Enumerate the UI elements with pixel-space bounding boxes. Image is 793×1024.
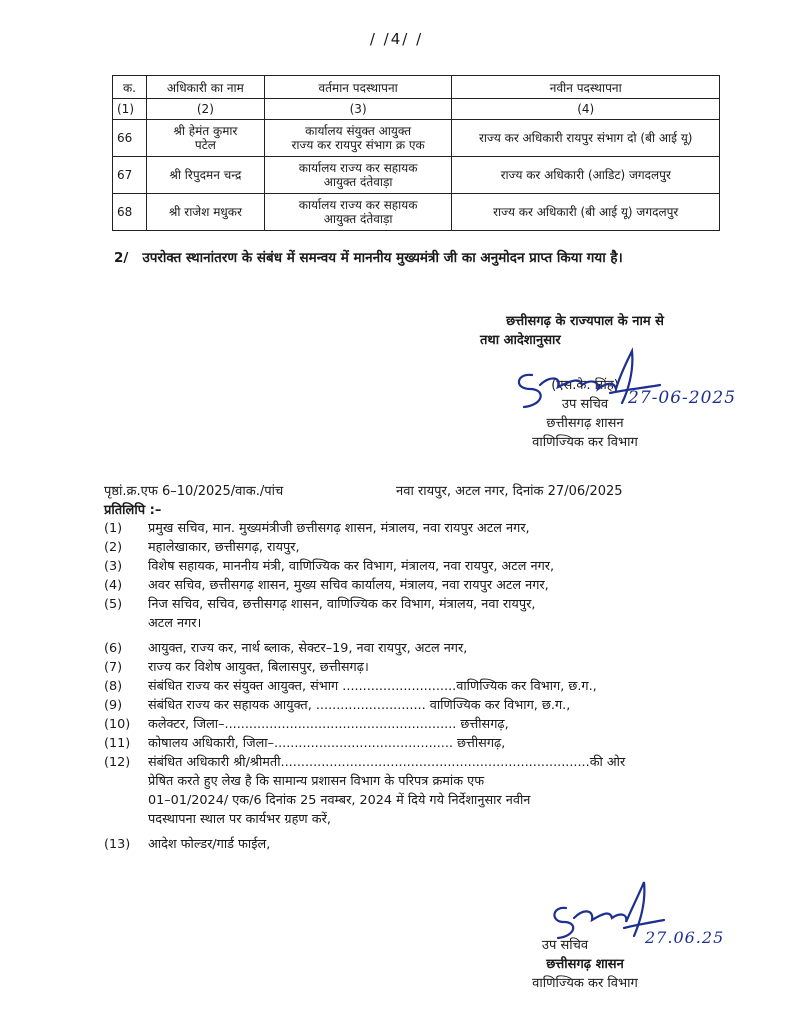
item-text: संबंधित अधिकारी श्री/श्रीमती............................................................................की ओर — [148, 755, 626, 770]
handwritten-date-secondary: 27.06.25 — [645, 928, 725, 947]
list-item — [104, 639, 716, 658]
signature-block-secondary — [480, 936, 690, 993]
item-text: विशेष सहायक, माननीय मंत्री, वाणिज्यिक कर विभाग, मंत्रालय, नवा रायपुर, अटल नगर, — [148, 559, 555, 574]
reference-place-date: नवा रायपुर, अटल नगर, दिनांक 27/06/2025 — [396, 484, 623, 499]
order-line: तथा आदेशानुसार — [480, 333, 561, 348]
officer-name-cell — [146, 194, 264, 231]
signatory-name: (एस.के. सिंह) — [551, 378, 619, 393]
signatory-designation: उप सचिव — [541, 938, 589, 953]
item-number: (5) — [104, 597, 123, 612]
item-number: (7) — [104, 660, 123, 675]
signatory-government: छत्तीसगढ़ शासन — [546, 416, 624, 431]
posting-table — [112, 75, 720, 231]
paragraph-number: 2/ — [114, 250, 129, 266]
name-line: श्री रिपुदमन चन्द्र — [169, 168, 242, 182]
item-number: (2) — [104, 540, 123, 555]
serial-cell: 67 — [113, 157, 147, 194]
signatory-department: वाणिज्यिक कर विभाग — [532, 435, 638, 450]
approval-paragraph — [114, 247, 714, 269]
handwritten-date-primary: 27-06-2025 — [628, 388, 737, 408]
item-text: पदस्थापना स्थाल पर कार्यभर ग्रहण करें, — [148, 812, 331, 827]
col-header-officer-name: अधिकारी का नाम — [146, 76, 264, 99]
list-item — [104, 696, 716, 715]
new-posting-cell: राज्य कर अधिकारी (आडिट) जगदलपुर — [452, 157, 720, 194]
item-text: आयुक्त, राज्य कर, नार्थ ब्लाक, सेक्टर–19, नवा रायपुर, अटल नगर, — [148, 641, 468, 656]
index-cell: (2) — [146, 99, 264, 120]
current-posting-cell — [264, 194, 452, 231]
copy-to-list — [104, 519, 716, 854]
index-cell: (4) — [452, 99, 720, 120]
name-line: श्री हेमंत कुमार — [173, 124, 238, 138]
list-item — [104, 715, 716, 734]
item-text: निज सचिव, सचिव, छत्तीसगढ़ शासन, वाणिज्यिक कर विभाग, मंत्रालय, नवा रायपुर, — [148, 597, 536, 612]
item-number: (4) — [104, 578, 123, 593]
table-header-row — [113, 76, 720, 99]
new-posting-cell: राज्य कर अधिकारी (बी आई यू) जगदलपुर — [452, 194, 720, 231]
list-item — [104, 557, 716, 576]
current-posting-cell — [264, 120, 452, 157]
col-header-serial: क. — [113, 76, 147, 99]
new-posting-cell: राज्य कर अधिकारी रायपुर संभाग दो (बी आई यू) — [452, 120, 720, 157]
current-posting-cell — [264, 157, 452, 194]
index-cell: (3) — [264, 99, 452, 120]
serial-cell: 68 — [113, 194, 147, 231]
list-item — [104, 519, 716, 538]
list-item — [104, 753, 716, 829]
item-number: (12) — [104, 755, 131, 770]
current-line: कार्यालय राज्य कर सहायक — [298, 161, 418, 175]
item-number: (1) — [104, 521, 123, 536]
governor-name-line: छत्तीसगढ़ के राज्यपाल के नाम से — [506, 314, 664, 329]
item-text: कोषालय अधिकारी, जिला–............................................ छत्तीसगढ़, — [148, 736, 506, 751]
item-text: राज्य कर विशेष आयुक्त, बिलासपुर, छत्तीसगढ़। — [148, 660, 369, 675]
item-text: प्रमुख सचिव, मान. मुख्यमंत्रीजी छत्तीसगढ़ शासन, मंत्रालय, नवा रायपुर अटल नगर, — [148, 521, 530, 536]
current-line: आयुक्त दंतेवाड़ा — [323, 212, 393, 226]
item-text: 01–01/2024/ एक/6 दिनांक 25 नवम्बर, 2024 में दिये गये निर्देशानुसार नवीन — [148, 793, 531, 808]
item-text: प्रेषित करते हुए लेख है कि सामान्य प्रशासन विभाग के परिपत्र क्रमांक एफ — [148, 774, 485, 789]
item-text: संबंधित राज्य कर संयुक्त आयुक्त, संभाग ............................वाणिज्यिक कर विभाग, छ.ग., — [148, 679, 597, 694]
item-text: आदेश फोल्डर/गार्ड फाईल, — [148, 837, 271, 852]
table-row — [113, 157, 720, 194]
officer-name-cell — [146, 157, 264, 194]
page-number: / /4/ / — [369, 30, 424, 48]
list-item — [104, 734, 716, 753]
reference-line — [104, 481, 724, 499]
item-number: (8) — [104, 679, 123, 694]
name-line: पटेल — [194, 138, 216, 152]
item-text: अवर सचिव, छत्तीसगढ़ शासन, मुख्य सचिव कार्यालय, मंत्रालय, नवा रायपुर अटल नगर, — [148, 578, 549, 593]
serial-cell: 66 — [113, 120, 147, 157]
index-cell: (1) — [113, 99, 147, 120]
col-header-current-posting: वर्तमान पदस्थापना — [264, 76, 452, 99]
item-text: महालेखाकार, छत्तीसगढ़, रायपुर, — [148, 540, 300, 555]
list-item — [104, 835, 716, 854]
signatory-designation: उप सचिव — [561, 397, 609, 412]
current-line: कार्यालय संयुक्त आयुक्त — [305, 124, 412, 138]
item-number: (3) — [104, 559, 123, 574]
current-line: कार्यालय राज्य कर सहायक — [298, 198, 418, 212]
item-number: (9) — [104, 698, 123, 713]
name-line: श्री राजेश मधुकर — [168, 205, 242, 219]
table-row — [113, 194, 720, 231]
paragraph-text: उपरोक्त स्थानांतरण के संबंध में समन्वय में माननीय मुख्यमंत्री जी का अनुमोदन प्राप्त किया गया है। — [142, 250, 623, 266]
col-header-new-posting: नवीन पदस्थापना — [452, 76, 720, 99]
list-item — [104, 658, 716, 677]
item-number: (13) — [104, 837, 131, 852]
list-item — [104, 595, 716, 633]
signatory-government: छत्तीसगढ़ शासन — [546, 957, 624, 972]
item-number: (6) — [104, 641, 123, 656]
current-line: राज्य कर रायपुर संभाग क्र एक — [291, 138, 425, 152]
item-number: (10) — [104, 717, 131, 732]
item-text: संबंधित राज्य कर सहायक आयुक्त, ........................... वाणिज्यिक कर विभाग, छ.ग., — [148, 698, 571, 713]
signatory-department: वाणिज्यिक कर विभाग — [532, 976, 638, 991]
table-index-row — [113, 99, 720, 120]
item-number: (11) — [104, 736, 131, 751]
officer-name-cell — [146, 120, 264, 157]
copy-to-label: प्रतिलिपि :– — [104, 503, 162, 518]
item-text: अटल नगर। — [148, 616, 202, 631]
table-row — [113, 120, 720, 157]
list-item — [104, 538, 716, 557]
current-line: आयुक्त दंतेवाड़ा — [323, 175, 393, 189]
item-text: कलेक्टर, जिला–......................................................... छत्तीसगढ़, — [148, 717, 509, 732]
reference-number: पृष्ठां.क्र.एफ 6–10/2025/वाक./पांच — [104, 484, 284, 499]
list-item — [104, 677, 716, 696]
list-item — [104, 576, 716, 595]
